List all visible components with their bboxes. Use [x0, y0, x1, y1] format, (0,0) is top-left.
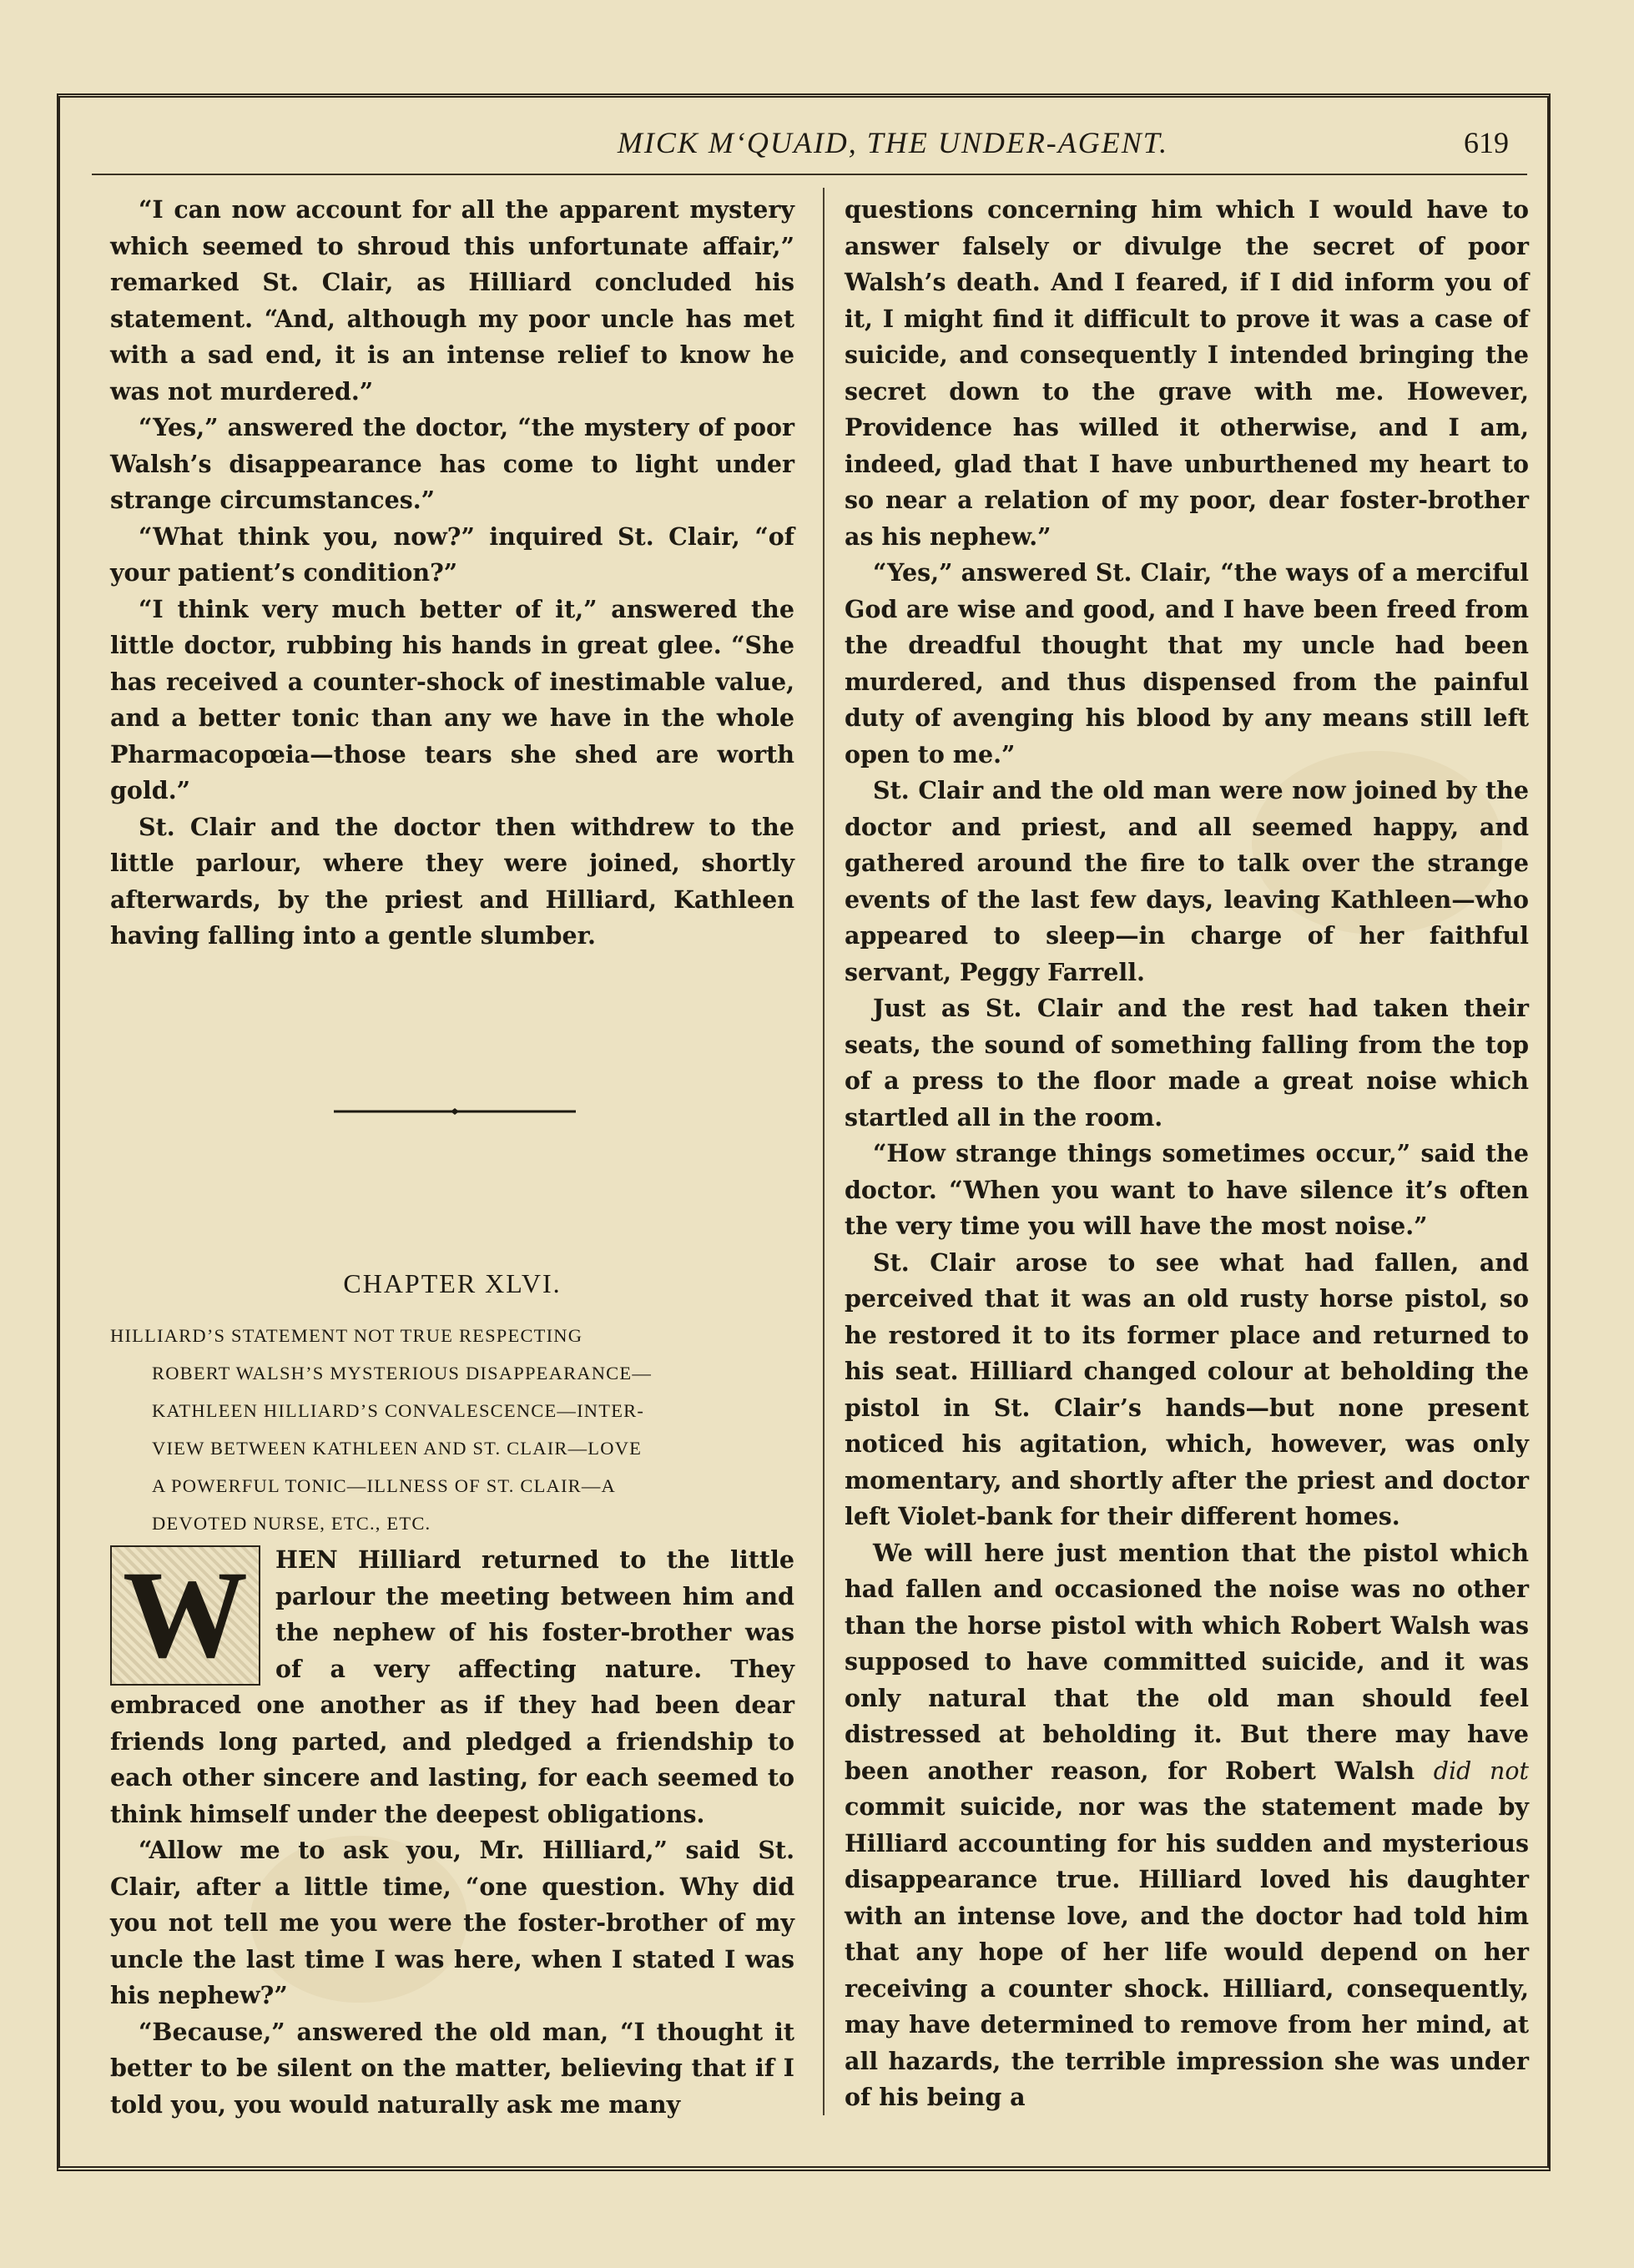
paragraph: “I think very much better of it,” answered the little doctor, rubbing his hands in great glee. “She has received a counter-shock of inestimable value, and a better tonic than any we have in the whole Pharmacopœia—those tears she shed are worth gold.”: [110, 594, 794, 804]
paragraph: “Yes,” answered St. Clair, “the ways of a merciful God are wise and good, and I have been freed from the dreadful thought that my uncle had been murdered, and thus dispensed from the painful duty of avenging his blood by any means still left open to me.”: [845, 558, 1529, 769]
emphasis-text: did not: [1433, 1756, 1529, 1785]
chapter-synopsis: [110, 1317, 794, 1542]
chapter-title: CHAPTER XLVI.: [343, 1268, 562, 1298]
right-column: [845, 192, 1529, 2116]
page-number: 619: [1464, 126, 1509, 159]
paragraph: HEN Hilliard returned to the little parlour the meeting between him and the nephew of his foster-brother was of a very affecting nature. They embraced one another as if they had been dear friends long parted, and pledged a friendship to each other sincere and lasting, for each seemed to think himself under the deepest obligations.: [110, 1545, 794, 1828]
paragraph: “Yes,” answered the doctor, “the mystery of poor Walsh’s disappearance has come to light under strange circumstances.”: [110, 413, 794, 514]
paragraph: “I can now account for all the apparent mystery which seemed to shroud this unfortunate affair,” remarked St. Clair, as Hilliard concluded his statement. “And, although my poor uncle has met with a sad end, it is an intense relief to know he was not murdered.”: [110, 195, 794, 406]
paragraph: Just as St. Clair and the rest had taken their seats, the sound of something falling from the top of a press to the floor made a great noise which startled all in the room.: [845, 994, 1529, 1131]
synopsis-line: KATHLEEN HILLIARD’S CONVALESCENCE—INTER-: [152, 1400, 645, 1421]
left-column: [110, 192, 794, 955]
paragraph: [845, 1535, 1529, 2116]
drop-cap: [110, 1545, 260, 1686]
paragraph: St. Clair and the old man were now joined by the doctor and priest, and all seemed happy, and gathered around the fire to talk over the strange events of the last few days, leaving Kathleen—who appeared to sleep—in charge of her faithful servant, Peggy Farrell.: [845, 776, 1529, 986]
paragraph: “How strange things sometimes occur,” said the doctor. “When you want to have silence it’s often the very time you will have the most noise.”: [845, 1139, 1529, 1240]
section-ornament: [334, 1108, 576, 1115]
synopsis-line: DEVOTED NURSE, ETC., ETC.: [152, 1513, 431, 1534]
synopsis-line: HILLIARD’S STATEMENT NOT TRUE RESPECTING: [110, 1325, 583, 1346]
synopsis-line: ROBERT WALSH’S MYSTERIOUS DISAPPEARANCE—: [152, 1363, 653, 1383]
text-run: commit suicide, nor was the statement made by Hilliard accounting for his sudden and mysterious disappearance true. Hilliard loved his daughter with an intense love, and the doctor had told him that any hope of her life would depend on her receiving a counter shock. Hilliard, consequently, may have determined to remove from her mind, at all hazards, the terrible impression she was under of his being a: [845, 1792, 1529, 2111]
drop-cap-letter: W: [123, 1545, 248, 1685]
paragraph: questions concerning him which I would have to answer falsely or divulge the secret of poor Walsh’s death. And I feared, if I did inform you of it, I might find it difficult to prove it was a case of suicide, and consequently I intended bringing the secret down to the grave with me. However, Providence has willed it otherwise, and I am, indeed, glad that I have unburthened my heart to so near a relation of my poor, dear foster-brother as his nephew.”: [845, 195, 1529, 551]
paragraph: St. Clair and the doctor then withdrew to the little parlour, where they were joined, shortly afterwards, by the priest and Hilliard, Kathleen having falling into a gentle slumber.: [110, 812, 794, 950]
paragraph: “What think you, now?” inquired St. Clair, “of your patient’s condition?”: [110, 522, 794, 587]
header-rule: [92, 174, 1527, 175]
running-title: MICK M‘QUAID, THE UNDER-AGENT.: [617, 126, 1169, 159]
chapter-body: [110, 1542, 794, 2123]
synopsis-line: A POWERFUL TONIC—ILLNESS OF ST. CLAIR—A: [152, 1475, 617, 1496]
paragraph: “Because,” answered the old man, “I thought it better to be silent on the matter, believing that if I told you, you would naturally ask me many: [110, 2017, 794, 2119]
paragraph: “Allow me to ask you, Mr. Hilliard,” said St. Clair, after a little time, “one question. Why did you not tell me you were the foster-brother of my uncle the last time I was here, when I stated I was his nephew?”: [110, 1836, 794, 2009]
paragraph: St. Clair arose to see what had fallen, and perceived that it was an old rusty horse pistol, so he restored it to its former place and returned to his seat. Hilliard changed colour at beholding the pistol in St. Clair’s hands—but none present noticed his agitation, which, however, was only momentary, and shortly after the priest and doctor left Violet-bank for their different homes.: [845, 1247, 1529, 1530]
column-divider: [823, 188, 825, 2115]
text-run: We will here just mention that the pistol which had fallen and occasioned the noise was no other than the horse pistol with which Robert Walsh was supposed to have committed suicide, and it was only natural that the old man should feel distressed at beholding it. But there may have been another reason, for Robert Walsh: [845, 1538, 1529, 1785]
synopsis-line: VIEW BETWEEN KATHLEEN AND ST. CLAIR—LOVE: [152, 1438, 643, 1459]
